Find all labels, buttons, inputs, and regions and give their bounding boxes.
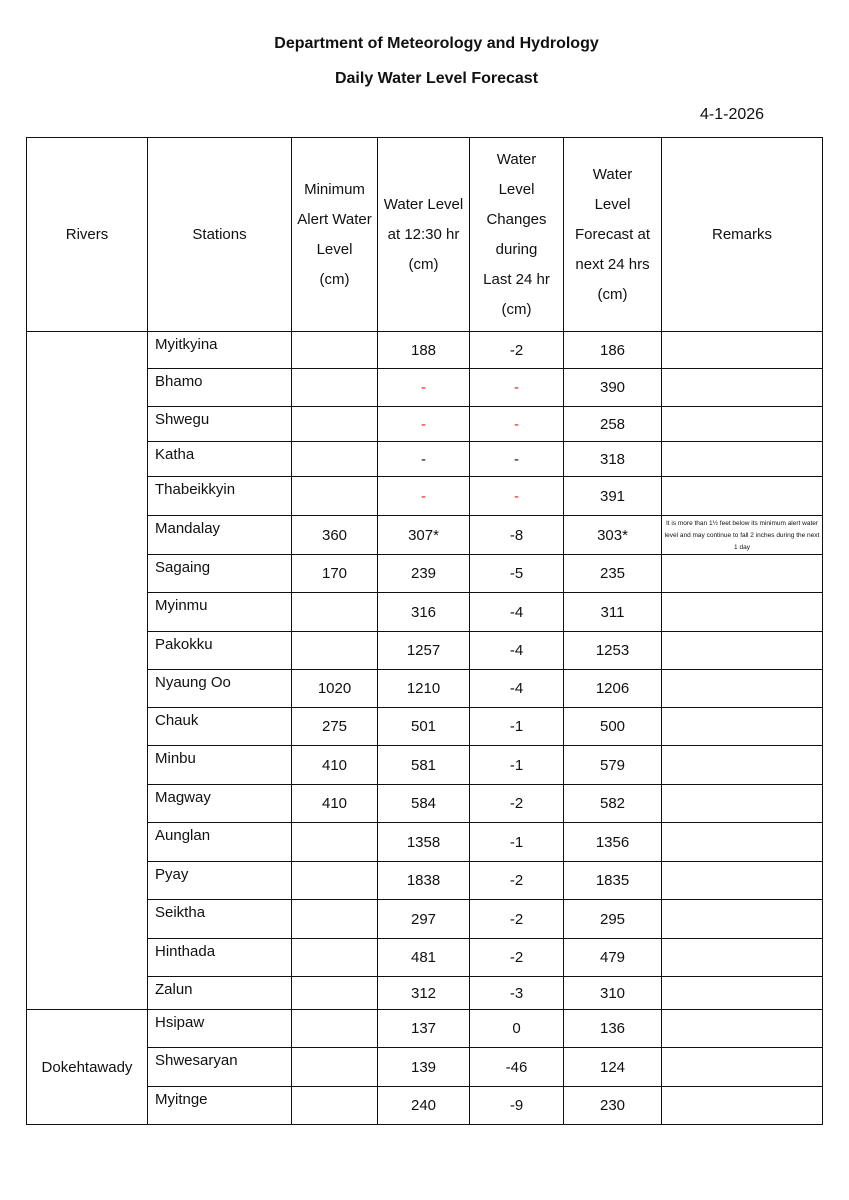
table-body	[27, 332, 823, 1125]
remark-text: It is more than 1½ feet below its minimum alert water level and may continue to fall 2 inches during the next 1 day	[662, 516, 823, 555]
min-alert-value	[292, 1048, 378, 1087]
station-name: Chauk	[148, 708, 292, 746]
change-value: -8	[470, 516, 564, 555]
min-alert-value	[292, 593, 378, 632]
forecast-value: 1253	[564, 632, 662, 670]
header-min-alert-line: Minimum	[304, 180, 365, 198]
change-value: -1	[470, 746, 564, 785]
remark-text	[662, 1048, 823, 1087]
header-min-alert	[292, 138, 378, 332]
change-value: -	[470, 442, 564, 477]
header-changes-line: Water	[496, 150, 537, 168]
table-row	[27, 332, 823, 369]
header-changes-line: (cm)	[501, 300, 532, 318]
header-forecast-line: Water	[592, 165, 633, 183]
water-level-value: 188	[378, 332, 470, 369]
header-water-level-line: at 12:30 hr	[387, 225, 460, 243]
forecast-value: 579	[564, 746, 662, 785]
table-row	[27, 1010, 823, 1048]
remark-text	[662, 708, 823, 746]
station-name: Pakokku	[148, 632, 292, 670]
station-name: Mandalay	[148, 516, 292, 555]
change-value: -2	[470, 332, 564, 369]
forecast-value: 318	[564, 442, 662, 477]
header-remarks: Remarks	[662, 138, 823, 332]
change-value: -4	[470, 593, 564, 632]
forecast-value: 1356	[564, 823, 662, 862]
forecast-value: 479	[564, 939, 662, 977]
water-level-value: -	[378, 442, 470, 477]
water-level-value: 240	[378, 1087, 470, 1125]
water-level-value: -	[378, 477, 470, 516]
station-name: Zalun	[148, 977, 292, 1010]
report-date: 4-1-2026	[700, 106, 765, 123]
remark-text	[662, 407, 823, 442]
min-alert-value	[292, 332, 378, 369]
min-alert-value	[292, 823, 378, 862]
remark-text	[662, 823, 823, 862]
station-name: Hinthada	[148, 939, 292, 977]
header-changes-line: Last 24 hr	[483, 270, 550, 288]
water-level-value: 139	[378, 1048, 470, 1087]
header-rivers: Rivers	[27, 138, 148, 332]
forecast-value: 258	[564, 407, 662, 442]
forecast-value: 1835	[564, 862, 662, 900]
header-stations: Stations	[148, 138, 292, 332]
change-value: -2	[470, 939, 564, 977]
remark-text	[662, 477, 823, 516]
station-name: Aunglan	[148, 823, 292, 862]
header-forecast-line: next 24 hrs	[575, 255, 650, 273]
forecast-value: 1206	[564, 670, 662, 708]
remark-text	[662, 900, 823, 939]
header-min-alert-line: Alert Water	[297, 210, 372, 228]
department-title: Department of Meteorology and Hydrology	[274, 35, 599, 52]
change-value: -9	[470, 1087, 564, 1125]
header-water-level	[378, 138, 470, 332]
min-alert-value	[292, 1010, 378, 1048]
change-value: -46	[470, 1048, 564, 1087]
forecast-value: 500	[564, 708, 662, 746]
change-value: -4	[470, 670, 564, 708]
water-level-value: -	[378, 369, 470, 407]
min-alert-value	[292, 939, 378, 977]
forecast-value: 311	[564, 593, 662, 632]
min-alert-value: 275	[292, 708, 378, 746]
change-value: -1	[470, 708, 564, 746]
change-value: -1	[470, 823, 564, 862]
forecast-value: 582	[564, 785, 662, 823]
remark-text	[662, 862, 823, 900]
station-name: Shwesaryan	[148, 1048, 292, 1087]
min-alert-value	[292, 1087, 378, 1125]
min-alert-value: 170	[292, 555, 378, 593]
station-name: Magway	[148, 785, 292, 823]
forecast-value: 124	[564, 1048, 662, 1087]
forecast-value: 391	[564, 477, 662, 516]
change-value: -	[470, 369, 564, 407]
remark-text	[662, 332, 823, 369]
remark-text	[662, 555, 823, 593]
min-alert-value	[292, 407, 378, 442]
header-min-alert-line: Level	[316, 240, 353, 258]
min-alert-value	[292, 632, 378, 670]
forecast-title: Daily Water Level Forecast	[334, 70, 539, 87]
water-level-value: 1210	[378, 670, 470, 708]
header-forecast-line: Level	[594, 195, 631, 213]
header-min-alert-line: (cm)	[319, 270, 350, 288]
water-level-value: 501	[378, 708, 470, 746]
min-alert-value	[292, 977, 378, 1010]
remark-text	[662, 442, 823, 477]
min-alert-value	[292, 477, 378, 516]
remark-text	[662, 670, 823, 708]
station-name: Hsipaw	[148, 1010, 292, 1048]
header-water-level-line: (cm)	[408, 255, 439, 273]
change-value: -2	[470, 900, 564, 939]
water-level-value: 584	[378, 785, 470, 823]
station-name: Myinmu	[148, 593, 292, 632]
change-value: 0	[470, 1010, 564, 1048]
remark-text	[662, 593, 823, 632]
station-name: Pyay	[148, 862, 292, 900]
header-changes-line: Level	[498, 180, 535, 198]
water-level-value: 1257	[378, 632, 470, 670]
water-level-value: 297	[378, 900, 470, 939]
forecast-value: 310	[564, 977, 662, 1010]
remark-text	[662, 1087, 823, 1125]
change-value: -3	[470, 977, 564, 1010]
min-alert-value: 410	[292, 746, 378, 785]
forecast-value: 295	[564, 900, 662, 939]
station-name: Minbu	[148, 746, 292, 785]
header-forecast	[564, 138, 662, 332]
min-alert-value: 410	[292, 785, 378, 823]
change-value: -5	[470, 555, 564, 593]
forecast-value: 230	[564, 1087, 662, 1125]
change-value: -	[470, 407, 564, 442]
header-forecast-line: Forecast at	[574, 225, 651, 243]
station-name: Sagaing	[148, 555, 292, 593]
change-value: -2	[470, 785, 564, 823]
remark-text	[662, 632, 823, 670]
station-name: Shwegu	[148, 407, 292, 442]
water-level-value: 1358	[378, 823, 470, 862]
header-row	[27, 138, 823, 332]
water-level-table	[26, 137, 823, 1125]
min-alert-value	[292, 442, 378, 477]
min-alert-value	[292, 900, 378, 939]
water-level-value: 481	[378, 939, 470, 977]
forecast-value: 303*	[564, 516, 662, 555]
water-level-value: 1838	[378, 862, 470, 900]
water-level-value: 137	[378, 1010, 470, 1048]
remark-text	[662, 1010, 823, 1048]
water-level-value: -	[378, 407, 470, 442]
change-value: -2	[470, 862, 564, 900]
station-name: Nyaung Oo	[148, 670, 292, 708]
change-value: -4	[470, 632, 564, 670]
station-name: Katha	[148, 442, 292, 477]
header-changes-line: during	[495, 240, 538, 258]
change-value: -	[470, 477, 564, 516]
water-level-value: 239	[378, 555, 470, 593]
water-level-value: 581	[378, 746, 470, 785]
header-forecast-line: (cm)	[597, 285, 628, 303]
remark-text	[662, 369, 823, 407]
river-name: Dokehtawady	[27, 1010, 148, 1125]
station-name: Thabeikkyin	[148, 477, 292, 516]
remark-text	[662, 939, 823, 977]
station-name: Myitnge	[148, 1087, 292, 1125]
forecast-value: 390	[564, 369, 662, 407]
remark-text	[662, 746, 823, 785]
header-water-level-line: Water Level	[383, 195, 464, 213]
forecast-value: 235	[564, 555, 662, 593]
station-name: Bhamo	[148, 369, 292, 407]
remark-text	[662, 785, 823, 823]
min-alert-value: 360	[292, 516, 378, 555]
remark-text	[662, 977, 823, 1010]
water-level-value: 307*	[378, 516, 470, 555]
min-alert-value	[292, 369, 378, 407]
water-level-value: 312	[378, 977, 470, 1010]
river-name	[27, 332, 148, 1010]
station-name: Seiktha	[148, 900, 292, 939]
forecast-value: 186	[564, 332, 662, 369]
min-alert-value: 1020	[292, 670, 378, 708]
header-changes	[470, 138, 564, 332]
forecast-value: 136	[564, 1010, 662, 1048]
station-name: Myitkyina	[148, 332, 292, 369]
water-level-value: 316	[378, 593, 470, 632]
min-alert-value	[292, 862, 378, 900]
header-changes-line: Changes	[486, 210, 547, 228]
